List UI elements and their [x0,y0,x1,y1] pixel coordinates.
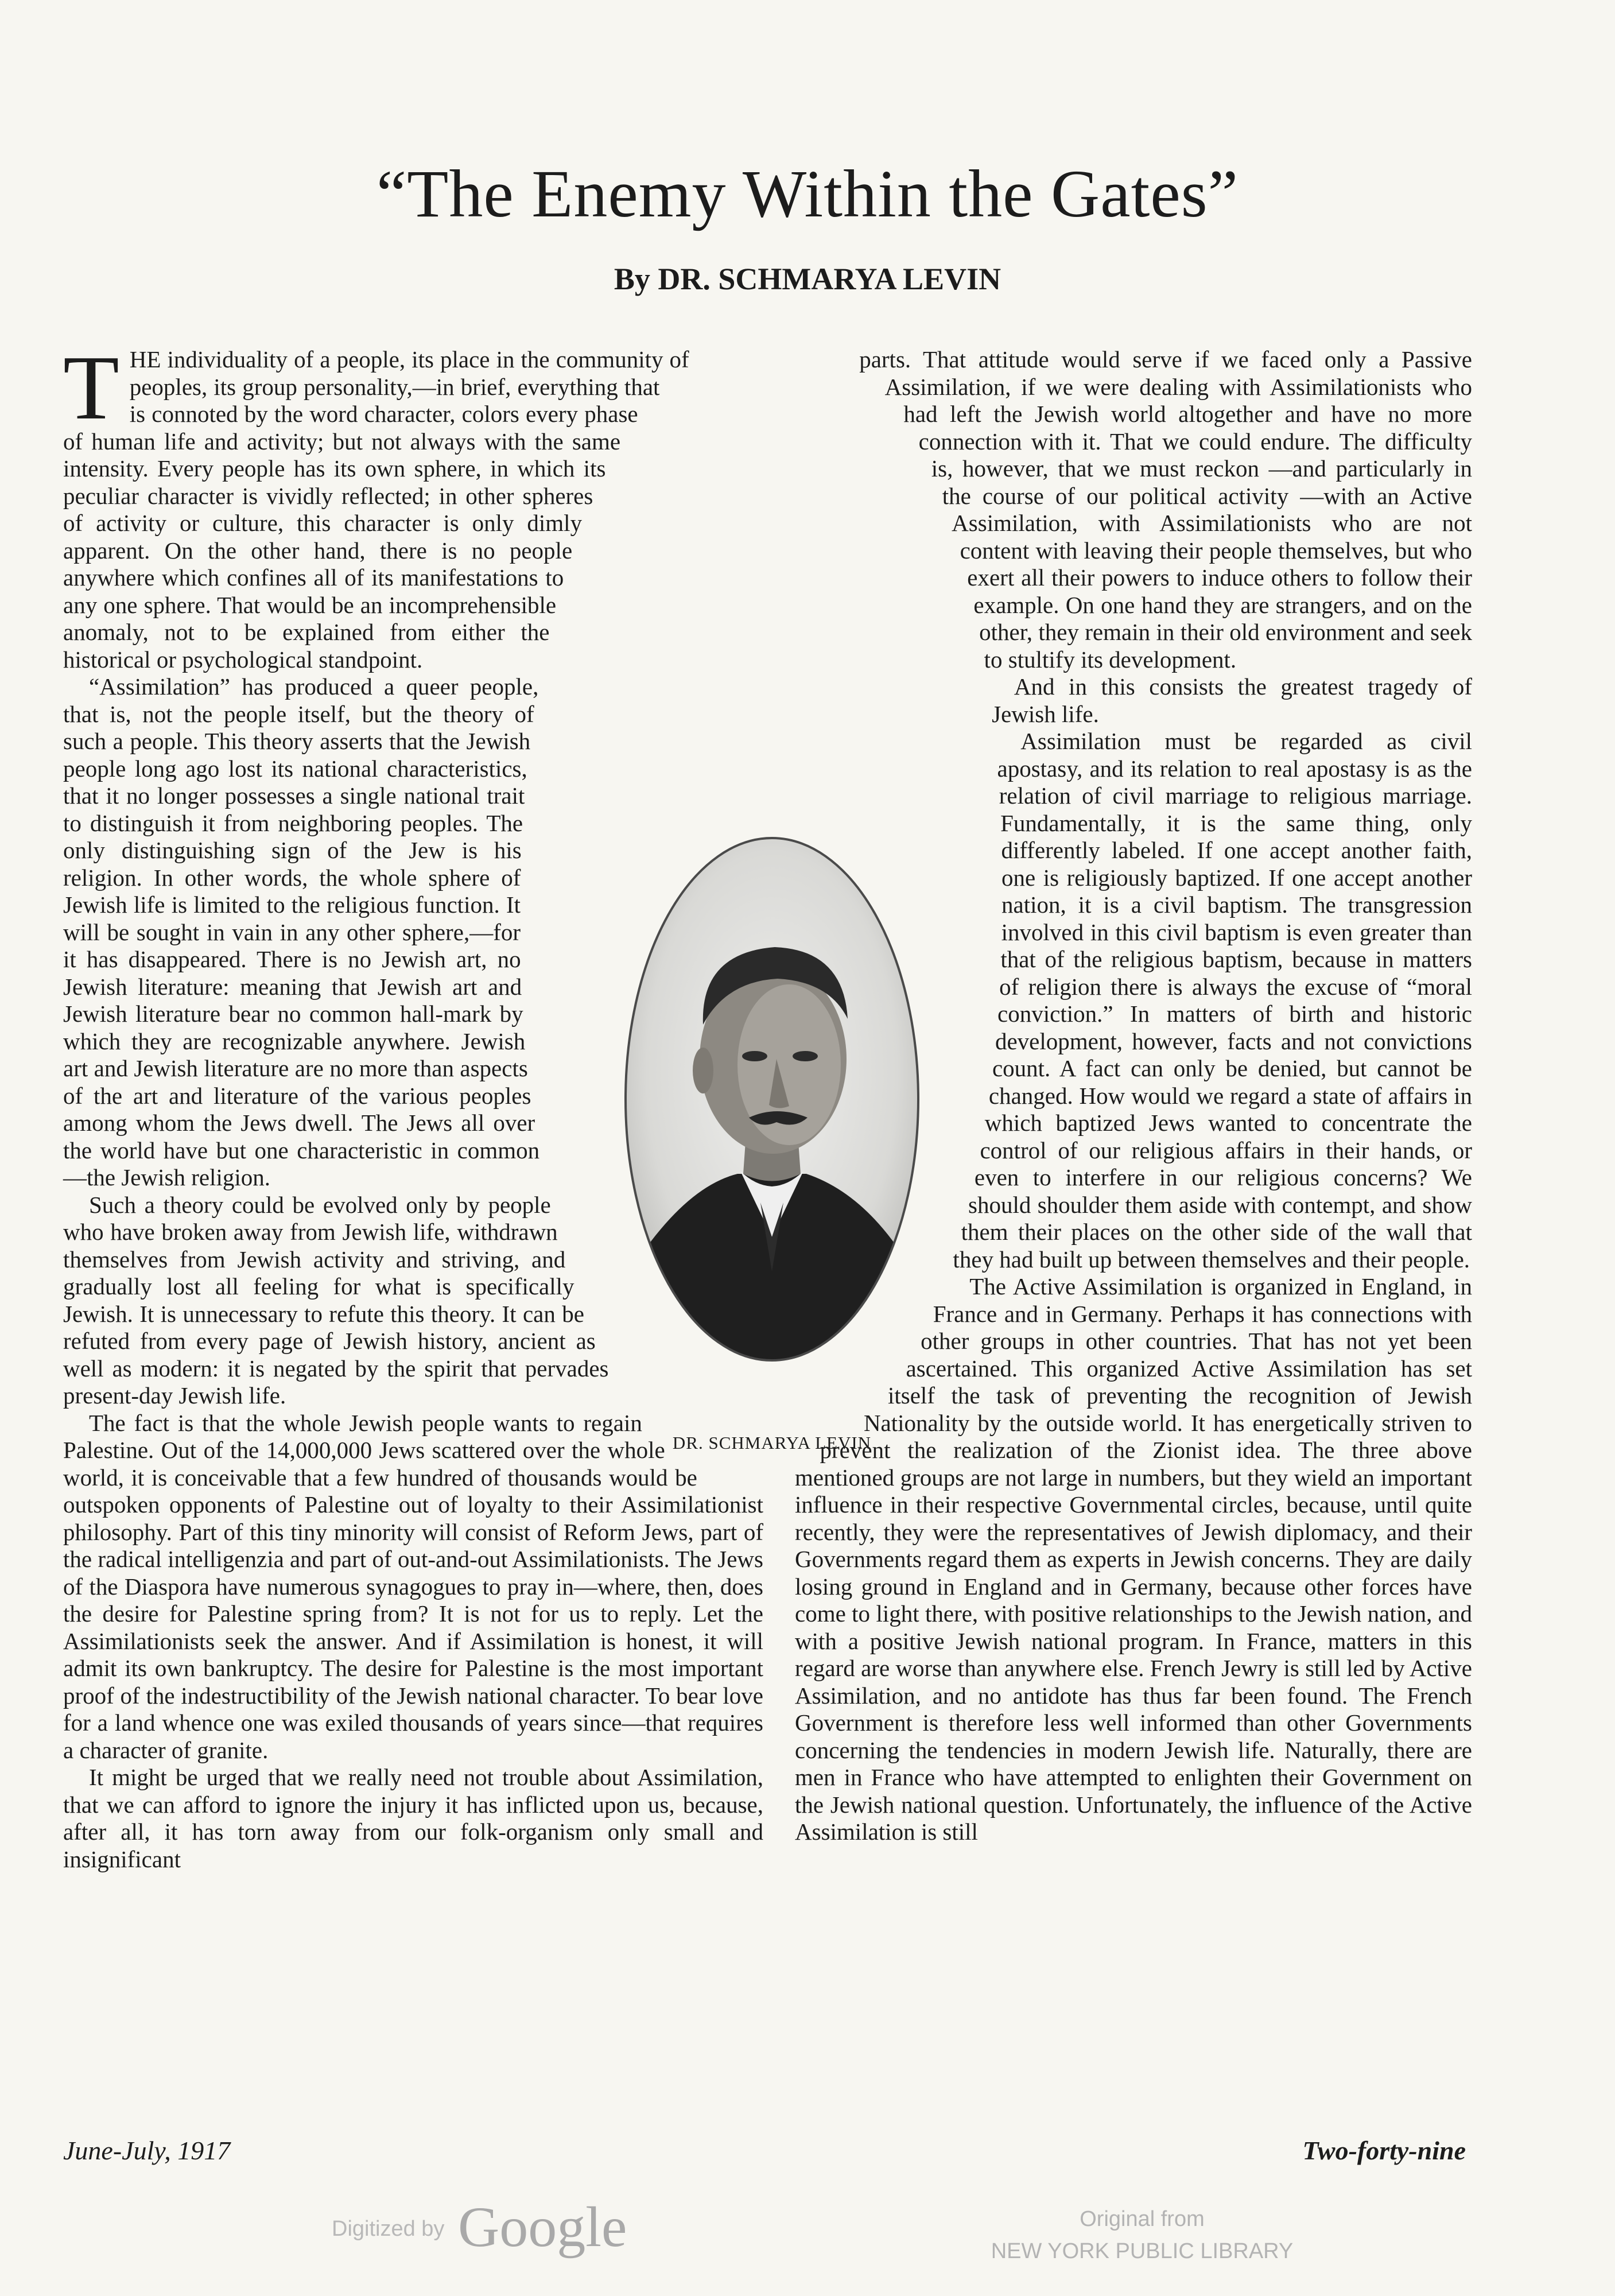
paragraph-9: The Active Assimilation is organized in England, in France and in Germany. Perhaps it has connections with other groups in other countries. That has not yet been ascertained. This organized Active Assimilation has set itself the task of preventing the recognition of Jewish Nationality by the outside world. It has energetically striven to prevent the realization of the Zionist idea. The three above mentioned groups are not large in numbers, but they wield an important influence in their respective Governmental circles, because, until quite recently, they were the representatives of Jewish diplomacy, and their Governments regard them as experts in Jewish concerns. They are daily losing ground in England and in Germany, because other forces have come to light there, with positive relationships to the Jewish nation, and with a positive Jewish national program. In France, matters in this regard are worse than anywhere else. French Jewry is still led by Active Assimilation, and no antidote has thus far been found. The French Government is therefore less well informed than other Governments concerning the tendencies in modern Jewish life. Naturally, there are men in France who have attempted to enlighten their Government on the Jewish national question. Unfortunately, the influence of the Active Assimilation is still [795,1273,1472,1845]
photo-caption: DR. SCHMARYA LEVIN [672,1433,872,1453]
paragraph-8: Assimilation must be regarded as civil apostasy, and its relation to real apostasy is as the relation of civil marriage to religious marriage. Fundamentally, it is the same thing, only differently labeled. If one accept another faith, one is religiously baptized. If one accept another nation, it is a civil baptism. The transgression involved in this civil baptism is even greater than that of the religious baptism, because in matters of religion there is always the excuse of “moral conviction.” In matters of birth and historic development, however, facts and not convictions count. A fact can only be denied, but cannot be changed. How would we regard a state of affairs in which baptized Jews wanted to concentrate the control of our religious affairs in their hands, or even to interfere in our religious concerns? We should shoulder them aside with contempt, and show them their places on the other side of the wall that they had built up between themselves and their people. [953,728,1472,1273]
library-name: NEW YORK PUBLIC LIBRARY [991,2239,1294,2263]
author-portrait [623,835,921,1363]
google-logo: Google [458,2195,627,2259]
paragraph-2: “Assimilation” has produced a queer people, that is, not the people itself, but the theory of such a people. This theory asserts that the Jewish people long ago lost its national characteristics, that it no longer possesses a single national trait to distinguish it from neighboring peoples. The only distinguishing sign of the Jew is his religion. In other words, the whole sphere of Jewish life is limited to the religious function. It will be sought in vain in any other sphere,—for it has disappeared. There is no Jewish art, no Jewish literature: meaning that Jewish art and Jewish literature bear no common hall-mark by which they are recognizable anywhere. Jewish art and Jewish literature are no more than aspects of the art and literature of the various peoples among whom the Jews dwell. The Jews all over the world have but one characteristic in common—the Jewish religion. [63,673,540,1190]
page-number: Two-forty-nine [1302,2136,1466,2165]
paragraph-text: HE individuality of a people, its place in the community of peoples, its group personality,—in brief, everything that is connoted by the word character, colors every phase of human life and activity; but not always with the same intensity. Every people has its own sphere, in which its peculiar character is vividly reflected; in other spheres of activity or culture, this character is only dimly apparent. On the other hand, there is no people anywhere which confines all of its manifestations to any one sphere. That would be an incomprehensible anomaly, not to be explained from either the historical or psychological standpoint. [63,346,689,673]
paragraph-5: It might be urged that we really need not trouble about Assimilation, that we can afford to ignore the injury it has inflicted upon us, because, after all, it has torn away from our folk-organism only small and insignificant [63,1764,763,1872]
drop-cap: T [63,336,119,439]
issue-date: June-July, 1917 [63,2136,231,2165]
article-title: “The Enemy Within the Gates” [376,156,1239,231]
paragraph-7: And in this consists the greatest tragedy of Jewish life. [992,673,1472,727]
article-byline: By DR. SCHMARYA LEVIN [614,262,1001,296]
paragraph-4: The fact is that the whole Jewish people wants to regain Palestine. Out of the 14,000,000 Jews scattered over the whole world, it is conceivable that a few hundred of thousands would be outspoken opponents of Palestine out of loyalty to their Assimilationist philosophy. Part of this tiny minority will consist of Reform Jews, part of the radical intelligenzia and part of out-and-out Assimilationists. The Jews of the Diaspora have numerous synagogues to pray in—where, then, does the desire for Palestine spring from? It is not for us to reply. Let the Assimilationists seek the answer. And if Assimilation is honest, it will admit its own bankruptcy. The desire for Palestine is the most important proof of the indestructibility of the Jewish national character. To bear love for a land whence one was exiled thousands of years since—that requires a character of granite. [63,1409,763,1763]
digitized-by-label: Digitized by [332,2217,445,2241]
paragraph-3: Such a theory could be evolved only by people who have broken away from Jewish life, withdrawn themselves from Jewish activity and striving, and gradually lost all feeling for what is specifically Jewish. It is unnecessary to refute this theory. It can be refuted from every page of Jewish history, ancient as well as modern: it is negated by the spirit that pervades present-day Jewish life. [63,1191,609,1409]
paragraph-1 [63,336,763,673]
library-attribution [964,2203,1320,2267]
original-from-label: Original from [1080,2207,1205,2231]
paragraph-6: parts. That attitude would serve if we faced only a Passive Assimilation, if we were dealing with Assimilationists who had left the Jewish world altogether and have no more connection with it. That we could endure. The difficulty is, however, that we must reckon —and particularly in the course of our political activity —with an Active Assimilation, with Assimilationists who are not content with leaving their people themselves, but who exert all their powers to induce others to follow their example. On one hand they are strangers, and on the other, they remain in their old environment and seek to stultify its development. [859,346,1472,673]
